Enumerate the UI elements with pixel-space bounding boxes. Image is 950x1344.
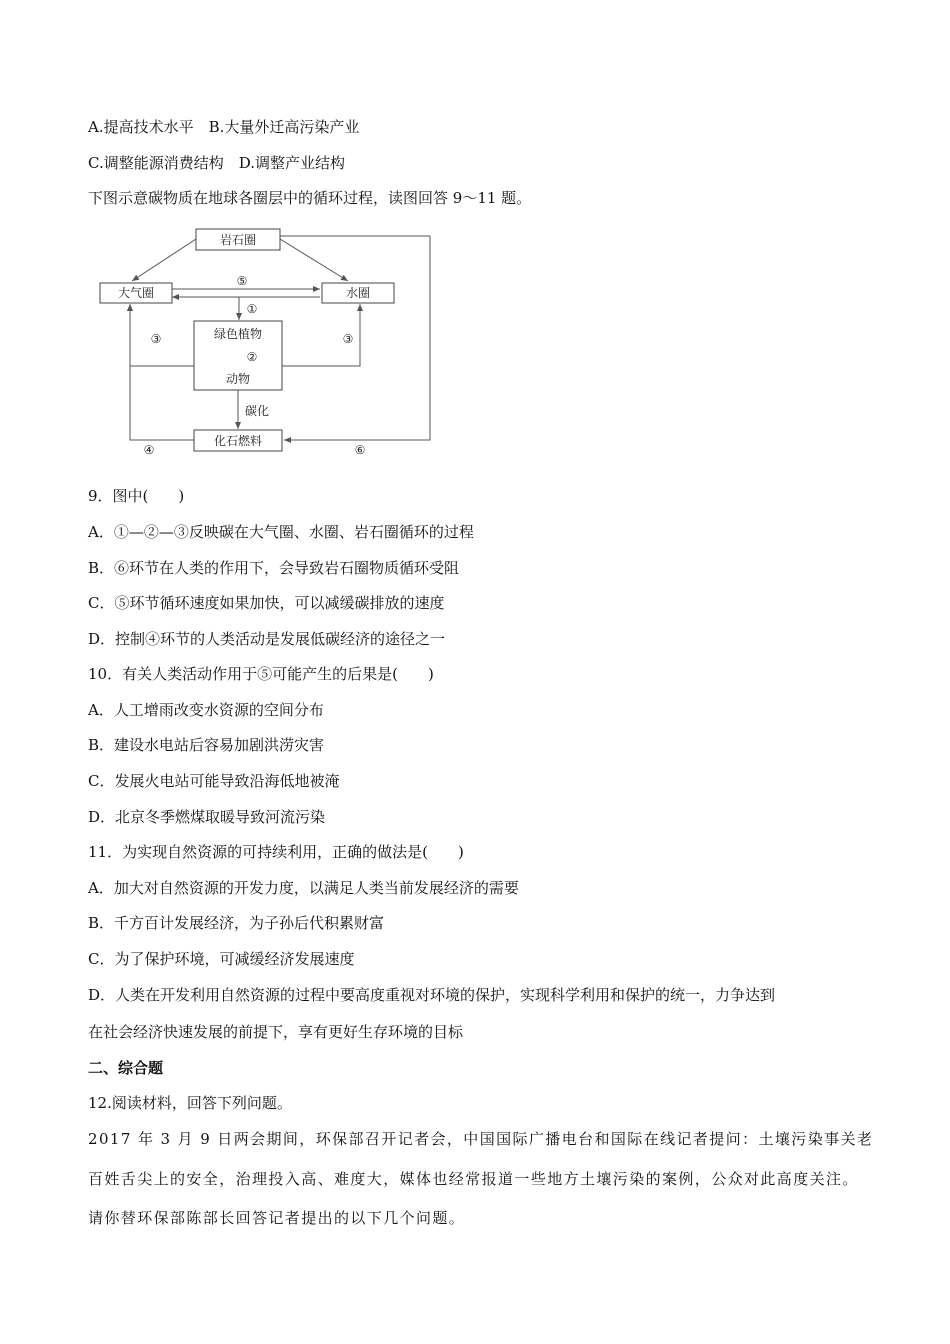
q10-option-d: D．北京冬季燃煤取暖导致河流污染 bbox=[88, 808, 326, 826]
label-5: ⑤ bbox=[236, 274, 248, 288]
q11-option-a: A．加大对自然资源的开发力度，以满足人类当前发展经济的需要 bbox=[88, 879, 519, 897]
q10-option-a: A．人工增雨改变水资源的空间分布 bbox=[88, 701, 324, 719]
q12-stem: 12.阅读材料，回答下列问题。 bbox=[88, 1094, 292, 1112]
label-3-left: ③ bbox=[150, 332, 162, 346]
q9-option-a: A．①—②—③反映碳在大气圈、水圈、岩石圈循环的过程 bbox=[88, 523, 474, 541]
animals-label: 动物 bbox=[225, 372, 251, 386]
label-4: ④ bbox=[143, 443, 155, 457]
q11-option-d-line1: D．人类在开发利用自然资源的过程中要高度重视对环境的保护，实现科学利用和保护的统一，力争达到 bbox=[88, 986, 776, 1004]
q11-option-c: C．为了保护环境，可减缓经济发展速度 bbox=[88, 950, 355, 968]
atmosphere-label: 大气圈 bbox=[117, 286, 155, 300]
section-title: 二、综合题 bbox=[88, 1059, 164, 1077]
q11-option-b: B．千方百计发展经济，为子孙后代积累财富 bbox=[88, 914, 385, 932]
q12-paragraph-line2: 百姓舌尖上的安全，治理投入高、难度大，媒体也经常报道一些地方土壤污染的案例，公众对此高度关注。 bbox=[88, 1170, 859, 1188]
q9-stem: 9．图中( ) bbox=[88, 487, 185, 505]
q9-option-d: D．控制④环节的人类活动是发展低碳经济的途径之一 bbox=[88, 630, 446, 648]
label-3-right: ③ bbox=[342, 332, 354, 346]
arrow-litho-to-hydro bbox=[280, 239, 348, 281]
q11-stem: 11．为实现自然资源的可持续利用，正确的做法是( ) bbox=[88, 843, 464, 861]
plants-label: 绿色植物 bbox=[213, 327, 263, 341]
q8-options-line2: C.调整能源消费结构 D.调整产业结构 bbox=[88, 154, 345, 172]
arrow-litho-to-atmos bbox=[132, 239, 196, 281]
q12-paragraph-line3: 请你替环保部陈部长回答记者提出的以下几个问题。 bbox=[88, 1209, 466, 1227]
hydrosphere-label: 水圈 bbox=[345, 286, 371, 300]
label-1: ① bbox=[246, 302, 258, 316]
q10-stem: 10．有关人类活动作用于⑤可能产生的后果是( ) bbox=[88, 665, 434, 683]
fossil-fuel-label: 化石燃料 bbox=[213, 434, 263, 448]
arrow-fuel-to-atmos bbox=[130, 304, 194, 440]
q10-option-b: B．建设水电站后容易加剧洪涝灾害 bbox=[88, 736, 325, 754]
carbonization-label: 碳化 bbox=[244, 404, 270, 418]
diagram-intro: 下图示意碳物质在地球各圈层中的循环过程，读图回答 9～11 题。 bbox=[88, 189, 532, 207]
q11-option-d-line2: 在社会经济快速发展的前提下，享有更好生存环境的目标 bbox=[88, 1023, 464, 1041]
arrow-litho-to-fuel bbox=[280, 236, 430, 440]
q9-option-b: B．⑥环节在人类的作用下，会导致岩石圈物质循环受阻 bbox=[88, 559, 460, 577]
q10-option-c: C．发展火电站可能导致沿海低地被淹 bbox=[88, 772, 340, 790]
carbon-cycle-diagram bbox=[92, 222, 442, 464]
q8-options-line1: A.提高技术水平 B.大量外迁高污染产业 bbox=[88, 118, 360, 136]
label-2: ② bbox=[246, 350, 258, 364]
lithosphere-label: 岩石圈 bbox=[219, 233, 257, 247]
label-6: ⑥ bbox=[354, 443, 366, 457]
arrow-plants-to-atmos bbox=[130, 304, 194, 366]
q9-option-c: C．⑤环节循环速度如果加快，可以减缓碳排放的速度 bbox=[88, 594, 445, 612]
q12-paragraph-line1: 2017 年 3 月 9 日两会期间，环保部召开记者会，中国国际广播电台和国际在线记者提问：土壤污染事关老 bbox=[88, 1130, 874, 1148]
